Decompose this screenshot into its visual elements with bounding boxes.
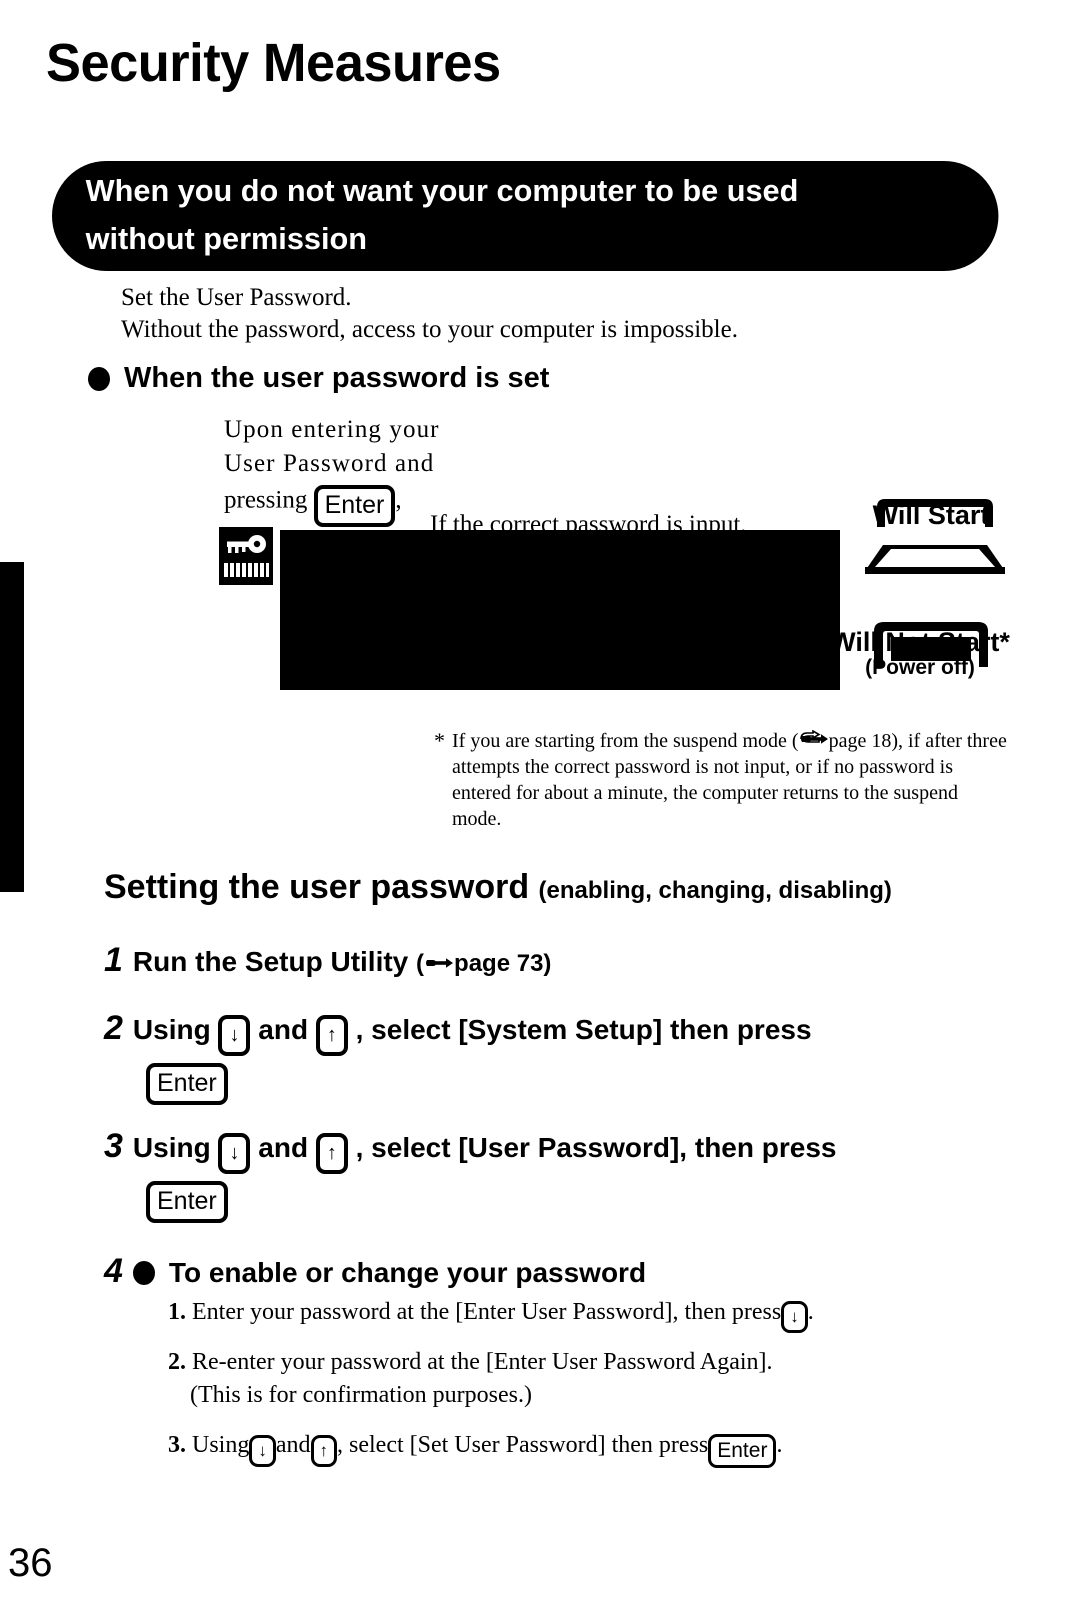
footnote-text-part-1: If you are starting from the suspend mode ( <box>452 730 799 752</box>
enter-key-icon: Enter <box>146 1181 228 1223</box>
sublist-item-3-post: , select [Set User Password] then press <box>337 1432 709 1459</box>
flow-caption-line-2: User Password and <box>224 450 435 477</box>
up-arrow-key-icon: ↑ <box>311 1435 338 1467</box>
flow-caption-line-1: Upon entering your <box>224 416 440 443</box>
flow-caption-pressing-label: pressing <box>224 486 308 514</box>
footnote-text-part-2: ), if after three attempts the correct password is not input, or if no password is entered for about a minute, the computer returns to the suspend mode. <box>452 730 1007 830</box>
down-arrow-key-icon: ↓ <box>218 1133 250 1174</box>
pointing-hand-icon <box>799 730 829 750</box>
flow-arrows <box>280 530 840 690</box>
intro-line-2: Without the password, access to your computer is impossible. <box>121 316 738 343</box>
step-4-number: 4 <box>104 1252 123 1290</box>
flow-label-incorrect: Over three incorrect attempts, <box>447 617 746 644</box>
section-banner <box>52 161 998 271</box>
sublist-item-3 <box>168 1429 1028 1463</box>
flow-caption <box>224 413 494 523</box>
step-1-pageref-close: ) <box>543 950 552 977</box>
step-2-mid: and <box>258 1014 309 1045</box>
down-arrow-key-icon: ↓ <box>249 1435 276 1467</box>
down-arrow-key-icon: ↓ <box>218 1015 250 1056</box>
step-4-heading: To enable or change your password <box>168 1257 647 1288</box>
section-heading <box>104 868 892 907</box>
step-3-mid: and <box>258 1132 309 1163</box>
step-4-sublist <box>168 1296 1028 1481</box>
footnote <box>434 728 1012 832</box>
up-arrow-key-icon: ↑ <box>316 1015 348 1056</box>
enter-key-icon: Enter <box>708 1434 776 1468</box>
step-1 <box>104 934 551 990</box>
filled-circle-bullet-icon <box>88 367 110 391</box>
outcome-power-off-label: (Power off) <box>865 656 975 679</box>
step-1-pageref-open: ( <box>416 950 425 977</box>
bullet-heading <box>88 362 549 395</box>
banner-line-2: without permission <box>85 221 368 256</box>
flow-label-correct: If the correct password is input, <box>430 511 747 538</box>
sublist-item-2-text: Re-enter your password at the [Enter User Password Again]. <box>192 1349 773 1376</box>
sublist-item-2-line-2: (This is for confirmation purposes.) <box>190 1382 532 1409</box>
step-3-second-line <box>146 1174 1004 1226</box>
step-1-pageref <box>416 950 551 977</box>
enter-key-icon: Enter <box>146 1063 228 1105</box>
sublist-item-1 <box>168 1296 1028 1329</box>
outcome-will-not-start-label: Will Not Start* <box>830 627 1010 657</box>
pointing-hand-icon <box>424 954 454 974</box>
step-2-pre: Using <box>132 1014 211 1045</box>
enter-key-icon: Enter <box>314 485 396 527</box>
sublist-item-3-end: . <box>776 1432 783 1459</box>
step-2-post: , select [System Setup] then press <box>355 1014 812 1045</box>
outcome-will-not-start <box>810 627 1030 680</box>
filled-circle-bullet-icon <box>133 1261 155 1285</box>
sublist-item-1-period: . <box>807 1299 814 1325</box>
page-number: 36 <box>8 1541 53 1585</box>
password-key-icon <box>219 527 273 585</box>
step-3-number: 3 <box>104 1127 123 1165</box>
outcome-will-start: Will Start <box>872 500 990 530</box>
step-3 <box>104 1120 1004 1226</box>
page-title: Security Measures <box>46 33 501 93</box>
sublist-item-2 <box>168 1346 1028 1412</box>
section-heading-main: Setting the user password <box>104 868 530 906</box>
step-1-pageref-label: page 73 <box>454 950 544 977</box>
bullet-heading-label: When the user password is set <box>124 362 550 394</box>
sublist-item-3-number: 3. <box>168 1432 186 1459</box>
banner-line-1: When you do not want your computer to be used <box>85 173 799 208</box>
sublist-item-3-mid: and <box>275 1432 311 1459</box>
sublist-item-1-number: 1. <box>168 1299 186 1325</box>
intro-paragraph <box>121 282 951 346</box>
sublist-item-3-pre: Using <box>192 1432 250 1459</box>
step-2-number: 2 <box>104 1009 123 1047</box>
intro-line-1: Set the User Password. <box>121 284 352 311</box>
step-4 <box>104 1245 1004 1299</box>
password-flow-diagram <box>0 405 1080 705</box>
footnote-marker: * <box>434 728 445 753</box>
step-1-text: Run the Setup Utility <box>132 946 409 977</box>
down-arrow-key-icon: ↓ <box>781 1301 808 1333</box>
step-3-post: , select [User Password], then press <box>355 1132 837 1163</box>
up-arrow-key-icon: ↑ <box>316 1133 348 1174</box>
step-1-number: 1 <box>104 941 123 979</box>
footnote-page-ref: page 18 <box>828 730 892 752</box>
flow-caption-comma: , <box>395 486 402 514</box>
sublist-item-2-number: 2. <box>168 1349 186 1376</box>
step-3-pre: Using <box>132 1132 211 1163</box>
step-2 <box>104 1002 1004 1108</box>
step-2-second-line <box>146 1056 1004 1108</box>
section-heading-sub: (enabling, changing, disabling) <box>538 877 892 904</box>
sublist-item-1-text: Enter your password at the [Enter User Password], then press <box>192 1299 782 1325</box>
